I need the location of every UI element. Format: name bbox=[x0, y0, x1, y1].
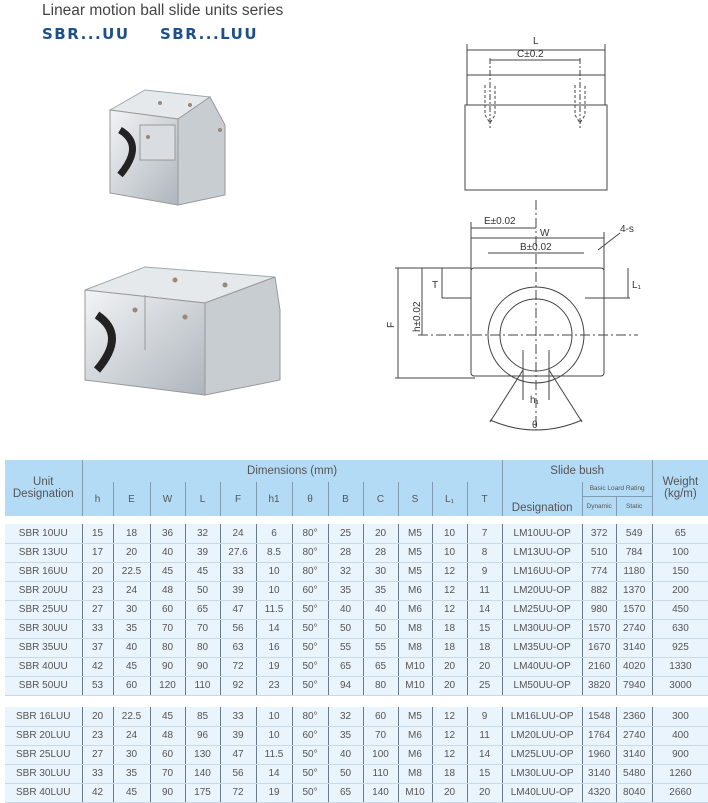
table-cell: 40 bbox=[328, 745, 363, 764]
table-cell: LM25UU-OP bbox=[502, 600, 582, 619]
table-cell: 50° bbox=[292, 676, 328, 695]
table-cell: 28 bbox=[328, 543, 363, 562]
table-cell: 17 bbox=[82, 543, 113, 562]
table-cell: 94 bbox=[328, 676, 363, 695]
table-cell: 33 bbox=[220, 707, 256, 726]
table-cell: LM40LUU-OP bbox=[502, 783, 582, 802]
table-cell: 27.6 bbox=[220, 543, 256, 562]
header-dim-col: h bbox=[82, 482, 113, 516]
table-cell: 900 bbox=[652, 745, 708, 764]
table-cell: 24 bbox=[113, 726, 150, 745]
table-row bbox=[5, 676, 708, 695]
table-cell: 300 bbox=[652, 707, 708, 726]
table-cell: M5 bbox=[398, 543, 432, 562]
table-cell: 23 bbox=[82, 726, 113, 745]
table-cell: 11 bbox=[467, 726, 502, 745]
sbr-luu-product-image bbox=[75, 255, 290, 405]
table-cell: M6 bbox=[398, 745, 432, 764]
table-cell: 47 bbox=[220, 600, 256, 619]
dim-W-label: W bbox=[540, 228, 550, 239]
table-cell: 10 bbox=[256, 562, 292, 581]
table-cell: 20 bbox=[467, 657, 502, 676]
table-cell: 3140 bbox=[616, 745, 652, 764]
table-cell: 80° bbox=[292, 707, 328, 726]
table-cell: 50° bbox=[292, 745, 328, 764]
table-cell: 1764 bbox=[582, 726, 616, 745]
table-cell: 10 bbox=[256, 726, 292, 745]
table-row bbox=[5, 638, 708, 657]
table-cell: 1330 bbox=[652, 657, 708, 676]
unit-designation-cell: SBR 20UU bbox=[5, 581, 82, 600]
table-cell: 33 bbox=[82, 619, 113, 638]
table-row bbox=[5, 764, 708, 783]
table-cell: 20 bbox=[363, 524, 398, 543]
dim-L-label: L bbox=[533, 36, 539, 47]
table-row bbox=[5, 657, 708, 676]
table-cell: 784 bbox=[616, 543, 652, 562]
table-cell: 22.5 bbox=[113, 562, 150, 581]
table-row bbox=[5, 562, 708, 581]
table-cell: 7940 bbox=[616, 676, 652, 695]
table-cell: 39 bbox=[220, 726, 256, 745]
table-cell: 80° bbox=[292, 524, 328, 543]
dim-F-label: F bbox=[386, 321, 397, 328]
table-cell: M10 bbox=[398, 657, 432, 676]
table-cell: 65 bbox=[328, 783, 363, 802]
dim-h-label: h±0.02 bbox=[412, 301, 423, 332]
unit-designation-cell: SBR 16LUU bbox=[5, 707, 82, 726]
table-cell: 37 bbox=[82, 638, 113, 657]
table-cell: 18 bbox=[432, 638, 467, 657]
table-cell: 50 bbox=[363, 619, 398, 638]
table-cell: 630 bbox=[652, 619, 708, 638]
table-cell: 96 bbox=[185, 726, 220, 745]
table-cell: 85 bbox=[185, 707, 220, 726]
table-cell: 40 bbox=[363, 600, 398, 619]
table-cell: 14 bbox=[256, 764, 292, 783]
dim-S-label: 4-s bbox=[620, 224, 634, 235]
table-cell: LM20LUU-OP bbox=[502, 726, 582, 745]
series-uu: SBR...UU bbox=[42, 25, 130, 43]
table-cell: 20 bbox=[432, 783, 467, 802]
table-cell: 48 bbox=[150, 726, 185, 745]
table-cell: 50 bbox=[328, 764, 363, 783]
table-cell: 12 bbox=[432, 581, 467, 600]
table-cell: 70 bbox=[363, 726, 398, 745]
table-cell: 80° bbox=[292, 562, 328, 581]
table-cell: 35 bbox=[363, 581, 398, 600]
table-cell: 60 bbox=[113, 676, 150, 695]
table-cell: 2160 bbox=[582, 657, 616, 676]
table-cell: 18 bbox=[467, 638, 502, 657]
table-cell: 8.5 bbox=[256, 543, 292, 562]
header-dim-col: T bbox=[467, 482, 502, 516]
table-cell: 140 bbox=[185, 764, 220, 783]
table-cell: 9 bbox=[467, 707, 502, 726]
table-cell: 12 bbox=[432, 726, 467, 745]
table-cell: 10 bbox=[256, 581, 292, 600]
table-cell: 200 bbox=[652, 581, 708, 600]
table-cell: 32 bbox=[328, 707, 363, 726]
table-cell: 6 bbox=[256, 524, 292, 543]
header-dimensions: Dimensions (mm) bbox=[82, 460, 502, 482]
table-row bbox=[5, 619, 708, 638]
table-cell: 450 bbox=[652, 600, 708, 619]
dim-C-label: C±0.2 bbox=[517, 49, 544, 60]
table-cell: 15 bbox=[467, 619, 502, 638]
table-cell: 35 bbox=[113, 764, 150, 783]
table-cell: 1260 bbox=[652, 764, 708, 783]
table-cell: 12 bbox=[432, 745, 467, 764]
header-dim-col: B bbox=[328, 482, 363, 516]
unit-designation-cell: SBR 40LUU bbox=[5, 783, 82, 802]
table-row bbox=[5, 543, 708, 562]
table-cell: M6 bbox=[398, 581, 432, 600]
table-cell: 65 bbox=[185, 600, 220, 619]
table-cell: 510 bbox=[582, 543, 616, 562]
table-cell: 9 bbox=[467, 562, 502, 581]
unit-designation-cell: SBR 40UU bbox=[5, 657, 82, 676]
table-cell: 32 bbox=[185, 524, 220, 543]
table-cell: 774 bbox=[582, 562, 616, 581]
table-cell: 14 bbox=[467, 745, 502, 764]
table-cell: 35 bbox=[328, 726, 363, 745]
table-cell: 22.5 bbox=[113, 707, 150, 726]
table-cell: 1670 bbox=[582, 638, 616, 657]
table-cell: 40 bbox=[113, 638, 150, 657]
table-row bbox=[5, 745, 708, 764]
header-basic-load-rating: Basic Loard Rating bbox=[582, 482, 652, 496]
table-cell: 15 bbox=[467, 764, 502, 783]
table-row bbox=[5, 783, 708, 802]
table-cell: 11 bbox=[467, 581, 502, 600]
table-cell: 60° bbox=[292, 581, 328, 600]
table-cell: 45 bbox=[150, 707, 185, 726]
table-cell: 1960 bbox=[582, 745, 616, 764]
table-cell: 2660 bbox=[652, 783, 708, 802]
unit-designation-cell: SBR 10UU bbox=[5, 524, 82, 543]
table-cell: LM16LUU-OP bbox=[502, 707, 582, 726]
table-cell: 60 bbox=[150, 600, 185, 619]
header-dim-col: θ bbox=[292, 482, 328, 516]
table-cell: M6 bbox=[398, 600, 432, 619]
table-cell: 24 bbox=[113, 581, 150, 600]
table-row bbox=[5, 581, 708, 600]
table-cell: 16 bbox=[256, 638, 292, 657]
table-cell: 3140 bbox=[582, 764, 616, 783]
table-cell: 1570 bbox=[616, 600, 652, 619]
table-cell: 110 bbox=[185, 676, 220, 695]
table-cell: 92 bbox=[220, 676, 256, 695]
table-cell: 90 bbox=[150, 783, 185, 802]
table-cell: 72 bbox=[220, 783, 256, 802]
table-cell: 20 bbox=[432, 676, 467, 695]
table-cell: 39 bbox=[220, 581, 256, 600]
header-dim-col: S bbox=[398, 482, 432, 516]
table-cell: 80 bbox=[185, 638, 220, 657]
table-cell: 50 bbox=[328, 619, 363, 638]
table-cell: 90 bbox=[150, 657, 185, 676]
table-cell: LM20UU-OP bbox=[502, 581, 582, 600]
table-cell: 90 bbox=[185, 657, 220, 676]
table-cell: M5 bbox=[398, 562, 432, 581]
table-cell: 63 bbox=[220, 638, 256, 657]
sbr-uu-product-image bbox=[100, 85, 260, 215]
front-view-drawing bbox=[380, 200, 640, 440]
table-cell: 3140 bbox=[616, 638, 652, 657]
table-cell: 372 bbox=[582, 524, 616, 543]
table-cell: 8 bbox=[467, 543, 502, 562]
unit-designation-cell: SBR 20LUU bbox=[5, 726, 82, 745]
table-cell: 70 bbox=[185, 619, 220, 638]
table-cell: 1548 bbox=[582, 707, 616, 726]
table-cell: LM25LUU-OP bbox=[502, 745, 582, 764]
table-cell: 23 bbox=[82, 581, 113, 600]
header-dim-col: F bbox=[220, 482, 256, 516]
table-cell: M10 bbox=[398, 783, 432, 802]
table-cell: LM30UU-OP bbox=[502, 619, 582, 638]
table-cell: 53 bbox=[82, 676, 113, 695]
table-cell: 140 bbox=[363, 783, 398, 802]
table-cell: 45 bbox=[113, 657, 150, 676]
table-cell: 925 bbox=[652, 638, 708, 657]
table-cell: 39 bbox=[185, 543, 220, 562]
table-cell: LM16UU-OP bbox=[502, 562, 582, 581]
row-gap bbox=[5, 695, 708, 707]
table-cell: 30 bbox=[113, 600, 150, 619]
table-cell: M8 bbox=[398, 638, 432, 657]
table-cell: 11.5 bbox=[256, 745, 292, 764]
unit-designation-cell: SBR 25LUU bbox=[5, 745, 82, 764]
table-cell: 33 bbox=[220, 562, 256, 581]
table-cell: 20 bbox=[82, 707, 113, 726]
table-cell: 24 bbox=[220, 524, 256, 543]
series-luu: SBR...LUU bbox=[160, 25, 259, 43]
header-dim-col: W bbox=[150, 482, 185, 516]
table-cell: 45 bbox=[150, 562, 185, 581]
table-cell: 10 bbox=[432, 543, 467, 562]
header-unit-designation: Unit Designation bbox=[5, 460, 82, 516]
table-cell: M5 bbox=[398, 707, 432, 726]
dim-h1-label: h₁ bbox=[530, 395, 539, 406]
table-cell: M8 bbox=[398, 619, 432, 638]
header-slide-bush: Slide bush bbox=[502, 460, 652, 482]
table-cell: 175 bbox=[185, 783, 220, 802]
table-cell: 14 bbox=[256, 619, 292, 638]
table-cell: 28 bbox=[363, 543, 398, 562]
table-cell: LM50UU-OP bbox=[502, 676, 582, 695]
table-cell: 56 bbox=[220, 619, 256, 638]
table-cell: 3000 bbox=[652, 676, 708, 695]
table-cell: 47 bbox=[220, 745, 256, 764]
table-cell: 1370 bbox=[616, 581, 652, 600]
dim-E-label: E±0.02 bbox=[484, 216, 516, 227]
table-cell: M5 bbox=[398, 524, 432, 543]
table-cell: 25 bbox=[328, 524, 363, 543]
header-weight: Weight (kg/m) bbox=[652, 460, 708, 516]
table-cell: 30 bbox=[113, 745, 150, 764]
page-title: Linear motion ball slide units series bbox=[42, 2, 284, 19]
table-cell: 7 bbox=[467, 524, 502, 543]
table-cell: 110 bbox=[363, 764, 398, 783]
specification-table bbox=[5, 460, 708, 803]
table-cell: 45 bbox=[185, 562, 220, 581]
table-cell: 1180 bbox=[616, 562, 652, 581]
unit-designation-cell: SBR 30LUU bbox=[5, 764, 82, 783]
table-row bbox=[5, 524, 708, 543]
header-dynamic: Dynamic bbox=[582, 496, 616, 516]
header-designation: Designation bbox=[502, 482, 582, 516]
header-dim-col: h1 bbox=[256, 482, 292, 516]
table-cell: 80 bbox=[363, 676, 398, 695]
header-dim-col: L bbox=[185, 482, 220, 516]
table-cell: 36 bbox=[150, 524, 185, 543]
table-cell: 100 bbox=[363, 745, 398, 764]
table-cell: 50 bbox=[185, 581, 220, 600]
dim-theta-label: θ bbox=[532, 420, 538, 431]
table-cell: 400 bbox=[652, 726, 708, 745]
table-cell: 130 bbox=[185, 745, 220, 764]
table-cell: 60 bbox=[363, 707, 398, 726]
table-cell: 2360 bbox=[616, 707, 652, 726]
table-cell: 48 bbox=[150, 581, 185, 600]
header-dim-col: E bbox=[113, 482, 150, 516]
table-cell: 40 bbox=[150, 543, 185, 562]
table-cell: 50° bbox=[292, 764, 328, 783]
table-cell: 18 bbox=[113, 524, 150, 543]
dim-T-label: T bbox=[432, 280, 439, 291]
table-cell: 30 bbox=[363, 562, 398, 581]
table-cell: 27 bbox=[82, 600, 113, 619]
table-cell: 19 bbox=[256, 657, 292, 676]
table-cell: 4320 bbox=[582, 783, 616, 802]
table-cell: 20 bbox=[432, 657, 467, 676]
table-cell: 150 bbox=[652, 562, 708, 581]
table-cell: M8 bbox=[398, 764, 432, 783]
table-cell: 18 bbox=[432, 619, 467, 638]
table-cell: 8040 bbox=[616, 783, 652, 802]
table-cell: LM35UU-OP bbox=[502, 638, 582, 657]
table-cell: 65 bbox=[363, 657, 398, 676]
table-cell: 55 bbox=[363, 638, 398, 657]
table-cell: 12 bbox=[432, 707, 467, 726]
table-cell: 65 bbox=[652, 524, 708, 543]
unit-designation-cell: SBR 25UU bbox=[5, 600, 82, 619]
table-cell: 60° bbox=[292, 726, 328, 745]
table-cell: 65 bbox=[328, 657, 363, 676]
table-cell: 80° bbox=[292, 543, 328, 562]
table-cell: 10 bbox=[256, 707, 292, 726]
table-cell: 120 bbox=[150, 676, 185, 695]
table-cell: LM10UU-OP bbox=[502, 524, 582, 543]
table-cell: 549 bbox=[616, 524, 652, 543]
table-cell: 56 bbox=[220, 764, 256, 783]
table-cell: 70 bbox=[150, 619, 185, 638]
header-static: Static bbox=[616, 496, 652, 516]
table-cell: 50° bbox=[292, 600, 328, 619]
table-cell: 100 bbox=[652, 543, 708, 562]
side-view-drawing bbox=[455, 30, 625, 200]
unit-designation-cell: SBR 16UU bbox=[5, 562, 82, 581]
unit-designation-cell: SBR 30UU bbox=[5, 619, 82, 638]
table-row bbox=[5, 707, 708, 726]
dim-B-label: B±0.02 bbox=[520, 242, 552, 253]
table-cell: 2740 bbox=[616, 726, 652, 745]
table-cell: 23 bbox=[256, 676, 292, 695]
table-cell: 15 bbox=[82, 524, 113, 543]
table-cell: 33 bbox=[82, 764, 113, 783]
table-cell: LM30LUU-OP bbox=[502, 764, 582, 783]
table-cell: 1570 bbox=[582, 619, 616, 638]
table-cell: 18 bbox=[432, 764, 467, 783]
table-cell: 5480 bbox=[616, 764, 652, 783]
table-cell: 50° bbox=[292, 619, 328, 638]
table-cell: 3820 bbox=[582, 676, 616, 695]
table-cell: 32 bbox=[328, 562, 363, 581]
table-cell: 35 bbox=[328, 581, 363, 600]
dim-L1-label: L₁ bbox=[632, 280, 641, 291]
table-cell: 50° bbox=[292, 783, 328, 802]
table-cell: 60 bbox=[150, 745, 185, 764]
table-row bbox=[5, 600, 708, 619]
table-cell: 45 bbox=[113, 783, 150, 802]
table-cell: 12 bbox=[432, 562, 467, 581]
table-cell: LM40UU-OP bbox=[502, 657, 582, 676]
table-cell: 14 bbox=[467, 600, 502, 619]
unit-designation-cell: SBR 50UU bbox=[5, 676, 82, 695]
table-cell: M10 bbox=[398, 676, 432, 695]
table-cell: M6 bbox=[398, 726, 432, 745]
table-cell: 42 bbox=[82, 657, 113, 676]
table-cell: 50° bbox=[292, 638, 328, 657]
table-cell: 40 bbox=[328, 600, 363, 619]
table-cell: 55 bbox=[328, 638, 363, 657]
table-cell: 27 bbox=[82, 745, 113, 764]
table-cell: 19 bbox=[256, 783, 292, 802]
table-cell: 20 bbox=[113, 543, 150, 562]
table-cell: 12 bbox=[432, 600, 467, 619]
table-cell: 20 bbox=[467, 783, 502, 802]
table-cell: LM13UU-OP bbox=[502, 543, 582, 562]
table-cell: 25 bbox=[467, 676, 502, 695]
table-cell: 42 bbox=[82, 783, 113, 802]
table-cell: 10 bbox=[432, 524, 467, 543]
table-cell: 50° bbox=[292, 657, 328, 676]
table-cell: 20 bbox=[82, 562, 113, 581]
table-row bbox=[5, 726, 708, 745]
table-cell: 882 bbox=[582, 581, 616, 600]
table-cell: 72 bbox=[220, 657, 256, 676]
table-cell: 70 bbox=[150, 764, 185, 783]
unit-designation-cell: SBR 35UU bbox=[5, 638, 82, 657]
header-dim-col: C bbox=[363, 482, 398, 516]
table-cell: 11.5 bbox=[256, 600, 292, 619]
table-cell: 80 bbox=[150, 638, 185, 657]
table-cell: 2740 bbox=[616, 619, 652, 638]
table-cell: 35 bbox=[113, 619, 150, 638]
table-cell: 980 bbox=[582, 600, 616, 619]
header-dim-col: L₁ bbox=[432, 482, 467, 516]
unit-designation-cell: SBR 13UU bbox=[5, 543, 82, 562]
table-cell: 4020 bbox=[616, 657, 652, 676]
